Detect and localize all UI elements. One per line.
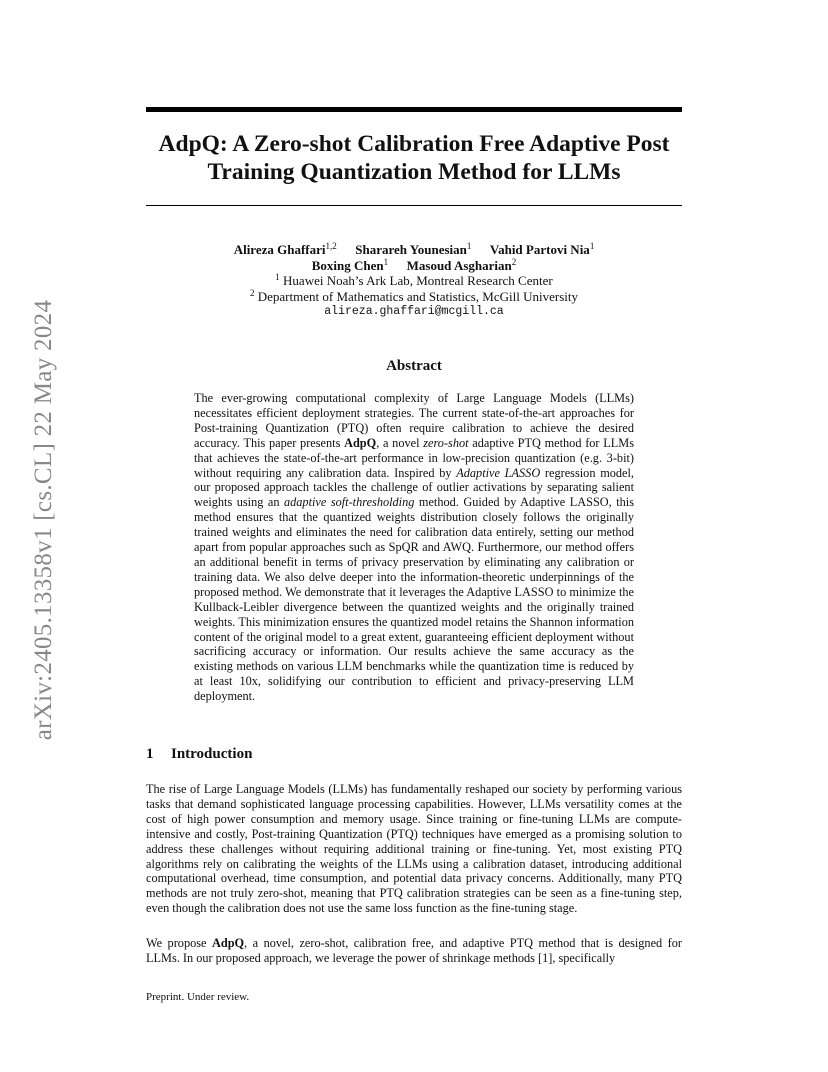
title-bottom-rule [146,205,682,206]
paragraph-text: We propose [146,936,212,950]
author-affil-mark: 1 [383,256,389,267]
author-name: Masoud Asgharian [406,257,512,273]
preprint-footer: Preprint. Under review. [146,991,250,1003]
author-affil-mark: 1 [466,241,472,251]
affiliation-1 [146,273,682,289]
method-name: AdpQ [344,435,377,450]
author-affil-mark: 1,2 [325,241,337,251]
affiliation-text: Department of Mathematics and Statistics, McGill University [257,288,578,304]
section-heading-introduction [146,746,252,763]
arxiv-sidebar-stamp: arXiv:2405.13358v1 [cs.CL] 22 May 2024 [30,299,57,741]
section-number: 1 [146,746,154,762]
abstract-text: regression model, our proposed approach tackles the challenge of outlier activations by separating salient weights using an [194,465,635,510]
abstract-body [194,391,634,704]
author-name: Boxing Chen [311,257,384,273]
paper-title: AdpQ: A Zero-shot Calibration Free Adaptive Post Training Quantization Method for LLMs [158,131,670,185]
author-block [146,242,682,320]
author-line-2 [146,258,682,274]
author-email: alireza.ghaffari@mcgill.ca [324,305,504,318]
intro-paragraph-2 [146,936,682,966]
section-title: Introduction [171,746,253,762]
author-line-1 [146,242,682,258]
author-name: Alireza Ghaffari [233,242,326,257]
title-top-rule [146,107,682,112]
affiliation-2 [146,289,682,305]
author-name: Sharareh Younesian [355,242,467,257]
abstract-text: , a novel [376,435,424,450]
affiliation-mark: 1 [275,272,280,282]
affiliation-mark: 2 [250,287,255,298]
abstract-text: method. Guided by Adaptive LASSO, this method ensures that the quantized weights distribution closely follows the originally trained weights and eliminates the need for calibration data entirely, setting our method apart from popular approaches such as SpQR and AWQ. Furthermore, our method offers an additional benefit in terms of privacy preservation by eliminating any calibration or training data. We also delve deeper into the information-theoretic underpinnings of the proposed method. We demonstrate that it leverages the Adaptive LASSO to minimize the Kullback-Leibler divergence between the quantized weights and the originally trained weights. This minimization ensures the quantized model retains the Shannon information content of the original model to a great extent, guaranteeing efficient deployment without sacrificing accuracy or information. Our results achieve the same accuracy as the existing methods on various LLM benchmarks while the quantization time is reduced by at least 10x, solidifying our contribution to efficient and privacy-preserving LLM deployment. [194,495,634,704]
author-name: Vahid Partovi Nia [489,242,590,257]
intro-paragraph-1: The rise of Large Language Models (LLMs) has fundamentally reshaped our society by performing various tasks that demand sophisticated language processing capabilities. However, LLMs versatility comes at the cost of high power consumption and memory usage. Since training or fine-tuning LLMs are compute-intensive and costly, Post-training Quantization (PTQ) techniques have emerged as a promising solution to address these challenges without requiring additional training or fine-tuning. Yet, most existing PTQ algorithms rely on calibrating the weights of the LLMs using a calibration dataset, introducing additional computational overhead, time consumption, and potential data privacy concerns. Additionally, many PTQ methods are not truly zero-shot, meaning that PTQ calibration strategies can be seen as a fine-tuning step, even though the calibration does not use the same loss function as the fine-tuning stage. [146,782,682,916]
method-name: AdpQ [211,936,245,950]
author-affil-mark: 2 [511,256,517,267]
abstract-text: The ever-growing computational complexity of Large Language Models (LLMs) necessitates efficient deployment strategies. The current state-of-the-art approaches for Post-training Quantization (PTQ) often require calibration to achieve the desired accuracy. This paper presents [194,391,634,450]
emphasis-term: adaptive soft-thresholding [283,495,415,510]
paragraph-text: , a novel, zero-shot, calibration free, and adaptive PTQ method that is designed for LLMs. In our proposed approach, we leverage the power of shrinkage methods [1], specifically [146,936,682,965]
abstract-text: adaptive PTQ method for LLMs that achieves the state-of-the-art performance in low-precision quantization (e.g. 3-bit) without requiring any calibration data. Inspired by [194,435,634,480]
emphasis-term: zero-shot [423,435,469,450]
affiliation-text: Huawei Noah’s Ark Lab, Montreal Research Center [283,273,553,288]
emphasis-term: Adaptive LASSO [456,465,541,480]
abstract-heading: Abstract [386,358,442,374]
author-affil-mark: 1 [589,241,595,251]
